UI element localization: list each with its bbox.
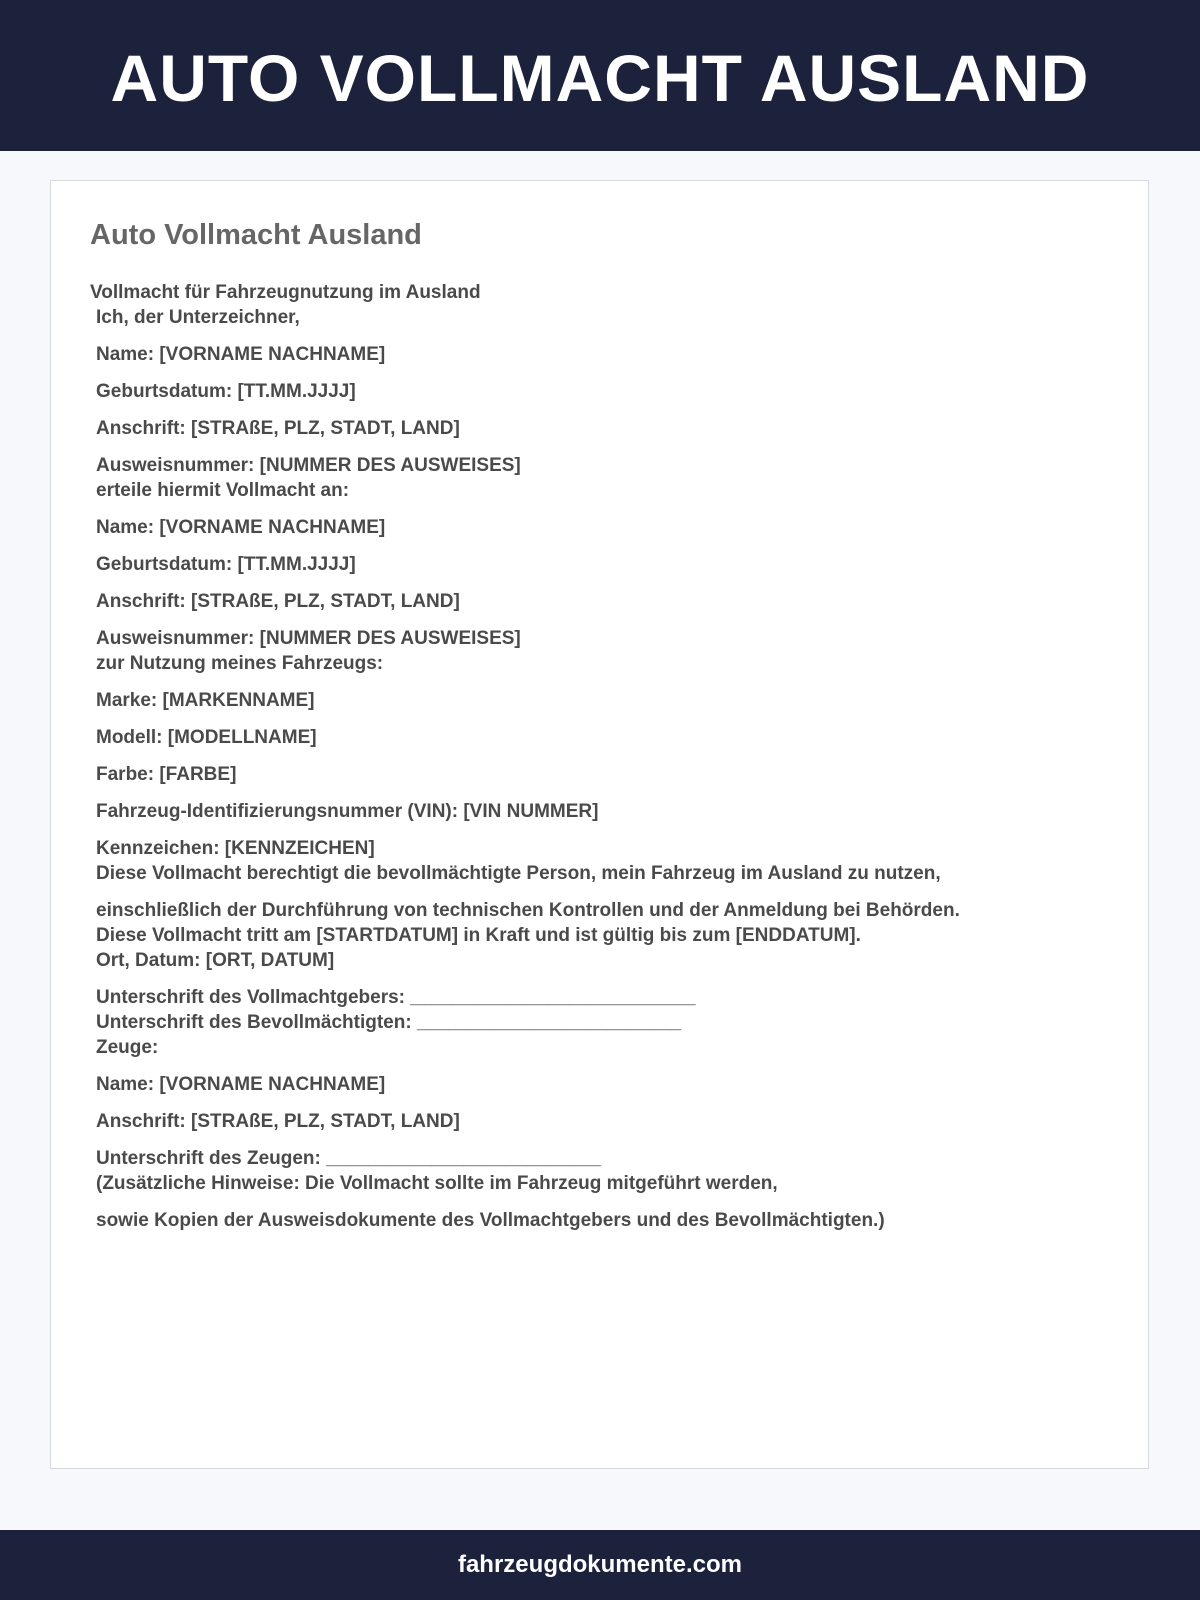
field-witness-name: Name: [VORNAME NACHNAME] (96, 1074, 386, 1095)
document-title: Auto Vollmacht Ausland (90, 219, 422, 251)
signature-line-agent: Unterschrift des Bevollmächtigten: _________________________ (96, 1012, 682, 1033)
field-witness-address: Anschrift: [STRAßE, PLZ, STADT, LAND] (96, 1111, 460, 1132)
text-line-grant: erteile hiermit Vollmacht an: (96, 480, 350, 501)
field-vehicle-color: Farbe: [FARBE] (96, 764, 237, 785)
text-line-validity: Diese Vollmacht tritt am [STARTDATUM] in Kraft und ist gültig bis zum [ENDDATUM]. (96, 925, 861, 946)
footer-bar (0, 1530, 1200, 1600)
signature-line-witness: Unterschrift des Zeugen: __________________________ (96, 1148, 601, 1169)
footer-site-name: fahrzeugdokumente.com (457, 1551, 743, 1578)
signature-line-grantor: Unterschrift des Vollmachtgebers: ___________________________ (96, 987, 696, 1008)
header-banner (0, 0, 1200, 151)
field-place-date: Ort, Datum: [ORT, DATUM] (96, 950, 335, 971)
field-grantor-name: Name: [VORNAME NACHNAME] (96, 344, 386, 365)
field-grantor-address: Anschrift: [STRAßE, PLZ, STADT, LAND] (96, 418, 460, 439)
field-vehicle-make: Marke: [MARKENNAME] (96, 690, 315, 711)
text-line-intro: Ich, der Unterzeichner, (96, 307, 300, 328)
field-vehicle-model: Modell: [MODELLNAME] (96, 727, 317, 748)
header-title: AUTO VOLLMACHT AUSLAND (110, 40, 1090, 115)
field-grantor-birthdate: Geburtsdatum: [TT.MM.JJJJ] (96, 381, 356, 402)
text-line-notes: (Zusätzliche Hinweise: Die Vollmacht sollte im Fahrzeug mitgeführt werden, (96, 1173, 778, 1194)
text-line-authorization: Diese Vollmacht berechtigt die bevollmächtigte Person, mein Fahrzeug im Ausland zu nutzen, (96, 863, 941, 884)
document-subtitle: Vollmacht für Fahrzeugnutzung im Ausland (90, 282, 481, 303)
text-line-vehicle-intro: zur Nutzung meines Fahrzeugs: (96, 653, 384, 674)
text-line-authorization-cont: einschließlich der Durchführung von technischen Kontrollen und der Anmeldung bei Behörden. (96, 900, 960, 921)
field-agent-id-number: Ausweisnummer: [NUMMER DES AUSWEISES] (96, 628, 521, 649)
field-agent-birthdate: Geburtsdatum: [TT.MM.JJJJ] (96, 554, 356, 575)
field-agent-name: Name: [VORNAME NACHNAME] (96, 517, 386, 538)
document-body (90, 280, 1110, 1233)
text-line-witness: Zeuge: (96, 1037, 159, 1058)
text-line-notes-cont: sowie Kopien der Ausweisdokumente des Vollmachtgebers und des Bevollmächtigten.) (96, 1210, 885, 1231)
field-vehicle-vin: Fahrzeug-Identifizierungsnummer (VIN): [VIN NUMMER] (96, 801, 599, 822)
field-agent-address: Anschrift: [STRAßE, PLZ, STADT, LAND] (96, 591, 460, 612)
field-grantor-id-number: Ausweisnummer: [NUMMER DES AUSWEISES] (96, 455, 521, 476)
field-vehicle-plate: Kennzeichen: [KENNZEICHEN] (96, 838, 375, 859)
document-card (50, 180, 1149, 1469)
